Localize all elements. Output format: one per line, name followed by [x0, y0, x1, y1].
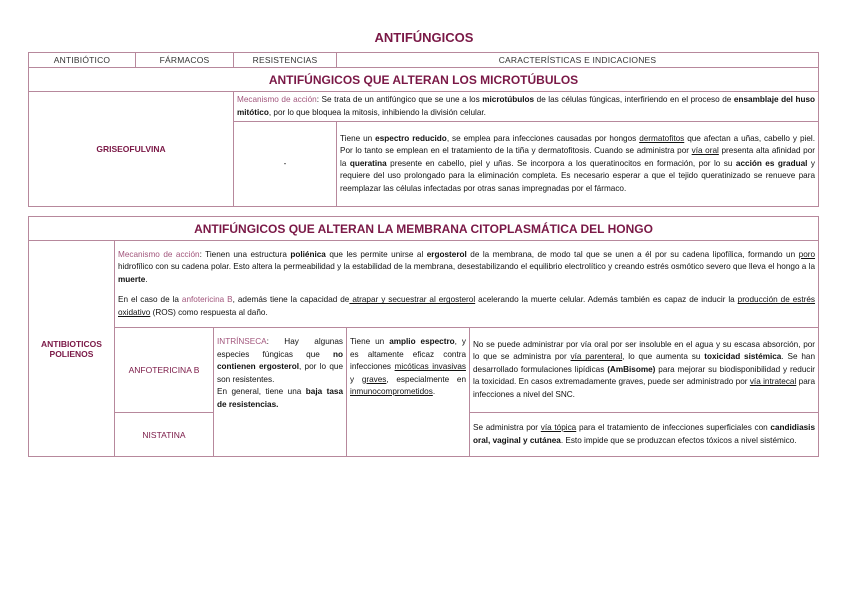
drug-nistatina: NISTATINA [115, 413, 214, 457]
resistance-polienos: INTRÍNSECA: Hay algunas especies fúngicas que no contienen ergosterol, por lo que son resistentes. En general, tiene una baja tasa de resistencias. [214, 328, 347, 457]
header-resistencias: RESISTENCIAS [234, 53, 337, 68]
mechanism-griseofulvina: Mecanismo de acción: Se trata de un antifúngico que se une a los microtúbulos de las células fúngicas, interfiriendo en el proceso de ensamblaje del huso mitótico, por lo que bloquea la mitosis, inhibiendo la división celular. [234, 92, 819, 122]
header-row [29, 53, 819, 68]
indications-anfotericina-b: No se puede administrar por vía oral por ser insoluble en el agua y su escasa absorción, por lo que se administra por vía parenteral, lo que aumenta su toxicidad sistémica. Se han desarrollado formulaciones lipídicas (AmBisome) para mejorar su biodisponibilidad y reducir la toxicidad. En casos extremadamente graves, puede ser administrado por vía intratecal para infecciones a nivel del SNC. [470, 328, 819, 413]
group-polienos: ANTIBIOTICOS POLIENOS [29, 241, 115, 457]
spectrum-polienos: Tiene un amplio espectro, y es altamente eficaz contra infecciones micóticas invasivas y graves, especialmente en inmunocomprometidos. [347, 328, 470, 457]
mechanism-polienos: Mecanismo de acción: Tienen una estructura poliénica que les permite unirse al ergosterol de la membrana, de modo tal que se unen a él por su cadena lipofílica, formando un poro hidrofílico con su cadena polar. Esto altera la permeabilidad y la estabilidad de la membrana, desestabilizando el equilibrio electrolítico y creando estrés osmótico severo que lleva el hongo a la muerte. En el caso de la anfotericina B, además tiene la capacidad de atrapar y secuestrar al ergosterol acelerando la muerte celular. Además también es capaz de inducir la producción de estrés oxidativo (ROS) como respuesta al daño. [115, 241, 819, 328]
drug-griseofulvina: GRISEOFULVINA [29, 92, 234, 207]
drug-anfotericina-b: ANFOTERICINA B [115, 328, 214, 413]
header-antibiotico: ANTIBIÓTICO [29, 53, 136, 68]
resistance-griseofulvina: - [234, 122, 337, 207]
indications-griseofulvina: Tiene un espectro reducido, se emplea para infecciones causadas por hongos dermatofitos que afectan a uñas, cabello y piel. Por lo tanto se emplean en el tratamiento de la tiña y dermatofitosis. Cuando se administra por vía oral presenta alta afinidad por la queratina presente en cabello, piel y uñas. Se incorpora a los queratinocitos en formación, por lo su acción es gradual y requiere del uso prolongado para la eliminación completa. Es necesario esperar a que el tejido queratinizado se renueve para reemplazar las células infectadas por otras sanas impregnadas por el fármaco. [337, 122, 819, 207]
page-title: ANTIFÚNGICOS [374, 30, 474, 45]
section-heading-membrana: ANTIFÚNGICOS QUE ALTERAN LA MEMBRANA CITOPLASMÁTICA DEL HONGO [29, 217, 819, 241]
indications-nistatina: Se administra por vía tópica para el tratamiento de infecciones superficiales con candidiasis oral, vaginal y cutánea. Esto impide que se produzcan efectos tóxicos a nivel sistémico. [470, 413, 819, 457]
header-farmacos: FÁRMACOS [136, 53, 234, 68]
antifungal-table-microtubules [28, 52, 819, 207]
section-heading-microtubulos: ANTIFÚNGICOS QUE ALTERAN LOS MICROTÚBULOS [29, 68, 819, 92]
mechanism-label: Mecanismo de acción [118, 249, 200, 259]
antifungal-table-membrane [28, 216, 819, 457]
header-caracteristicas: CARACTERÍSTICAS E INDICACIONES [337, 53, 819, 68]
mechanism-label: Mecanismo de acción [237, 95, 317, 104]
